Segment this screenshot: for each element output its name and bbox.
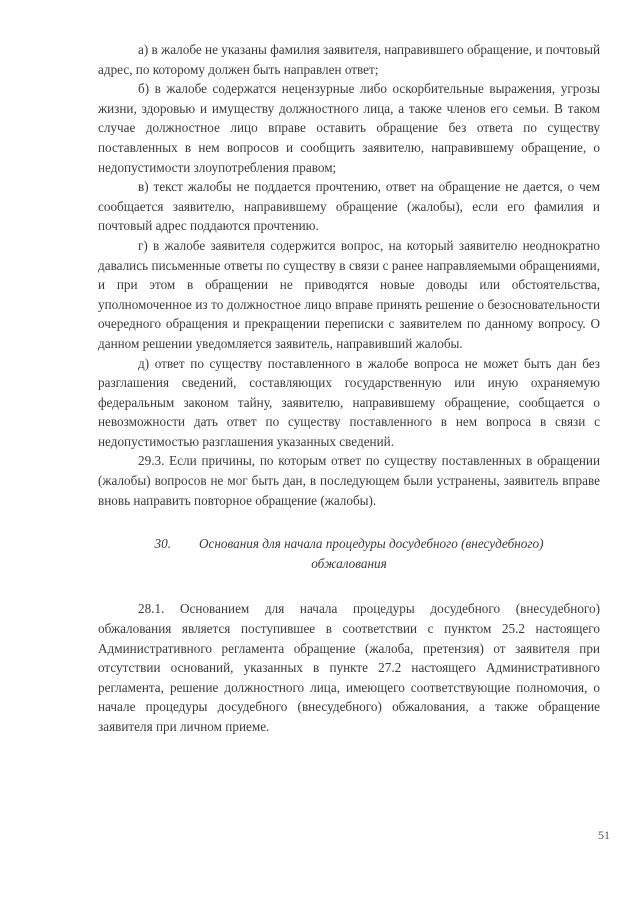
- section-title-line1: Основания для начала процедуры досудебного (внесудебного): [198, 536, 544, 552]
- paragraph-item-a: а) в жалобе не указаны фамилия заявителя, направившего обращение, и почтовый адрес, по которому должен быть направлен ответ;: [98, 42, 600, 77]
- page-number: 51: [598, 828, 610, 842]
- paragraph-29-3: 29.3. Если причины, по которым ответ по существу поставленных в обращении (жалобы) вопросов не мог быть дан, в последующем были устранены, заявитель вправе вновь направить повторное обращение (жалобы).: [98, 453, 600, 508]
- paragraph-item-g: г) в жалобе заявителя содержится вопрос, на который заявителю неоднократно давались письменные ответы по существу в связи с ранее направляемыми обращениями, и при этом в обращении не приводятся новые доводы или обстоятельства, уполномоченное из то должностное лицо вправе принять решение о безосновательности очередного обращения и прекращении переписки с заявителем по данному вопросу. О данном решении уведомляется заявитель, направивший жалобы.: [98, 237, 600, 351]
- section-heading: [98, 534, 600, 573]
- paragraph-28-1: 28.1. Основанием для начала процедуры досудебного (внесудебного) обжалования является поступившее в соответствии с пунктом 25.2 настоящего Административного регламента обращение (жалоба, претензия) от заявителя при отсутствии оснований, указанных в пункте 27.2 настоящего Административного регламента, решение должностного лица, имеющего соответствующие полномочия, о начале процедуры досудебного (внесудебного) обжалования, а также обращение заявителя при личном приеме.: [98, 601, 600, 734]
- paragraph-item-b: б) в жалобе содержатся нецензурные либо оскорбительные выражения, угрозы жизни, здоровью и имуществу должностного лица, а также членов его семьи. В таком случае должностное лицо вправе оставить обращение без ответа по существу поставленных в нем вопросов и сообщить заявителю, направившему обращение, о недопустимости злоупотребления правом;: [98, 81, 600, 175]
- paragraph-item-d: д) ответ по существу поставленного в жалобе вопроса не может быть дан без разглашения сведений, составляющих государственную или иную охраняемую федеральным законом тайну, заявителю, направившему обращение, сообщается о невозможности дать ответ по существу поставленного в нем вопроса в связи с недопустимостью разглашения указанных сведений.: [98, 355, 600, 449]
- paragraph-item-v: в) текст жалобы не поддается прочтению, ответ на обращение не дается, о чем сообщается заявителю, направившему обращение (жалобы), если его фамилия и почтовый адрес поддаются прочтению.: [98, 179, 600, 234]
- document-body: [98, 40, 600, 737]
- section-number: 30.: [154, 536, 171, 552]
- section-title-line2: обжалования: [311, 555, 387, 571]
- section-heading-line1: [98, 534, 600, 554]
